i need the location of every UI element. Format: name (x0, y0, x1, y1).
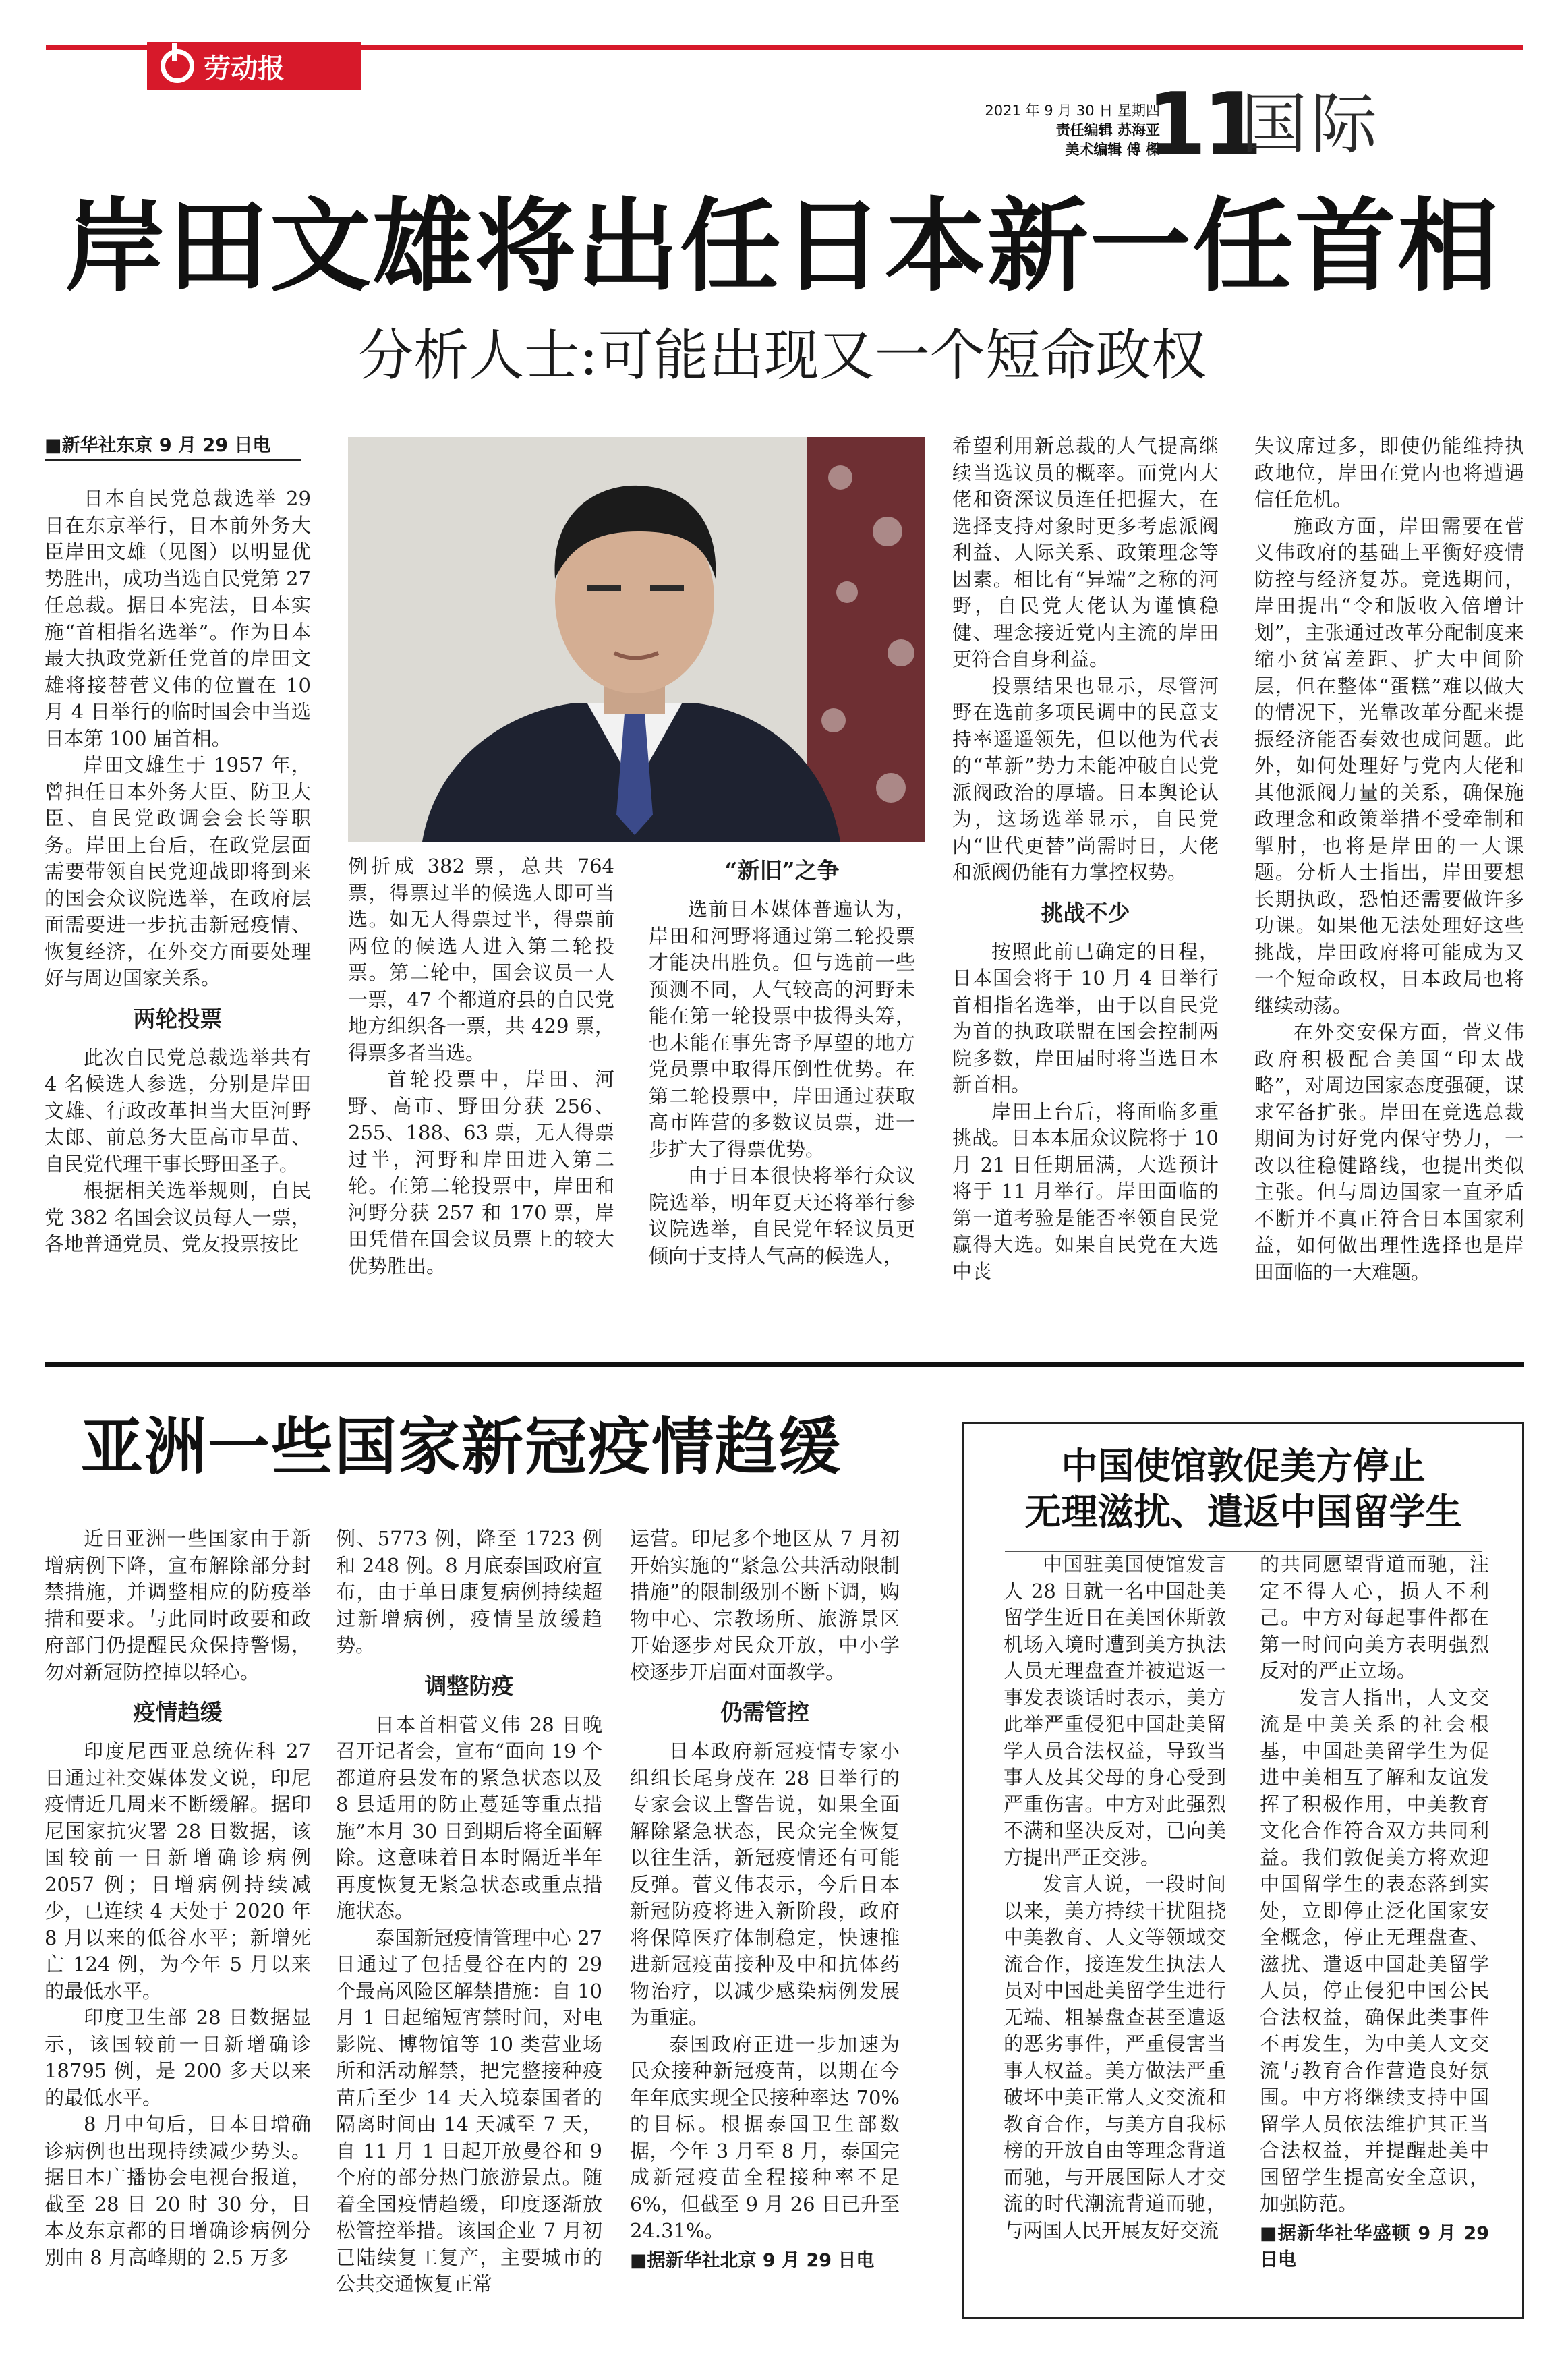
logo-text: 劳动报 (204, 52, 285, 84)
lead-column-1 (45, 486, 311, 1258)
lead-column-3 (649, 853, 915, 1269)
asia-column-1 (45, 1526, 311, 2271)
section-name: 国际 (1241, 86, 1382, 163)
paragraph: 日本政府新冠疫情专家小组组长尾身茂在 28 日举行的专家会议上警告说，如果全面解除紧急状态，民众完全恢复以往生活，新冠疫情还有可能反弹。菅义伟表示，今后日本新冠防疫将进入新阶段，政府将保障医疗体制稳定，快速推进新冠疫苗接种及中和抗体药物治疗，以减少感染病例发展为重症。 (630, 1740, 900, 2029)
paragraph: 例折成 382 票，总共 764 票，得票过半的候选人即可当选。如无人得票过半，得票前两位的候选人进入第二轮投票。第二轮中，国会议员一人一票，47 个都道府县的自民党地方组织各一票，共 429 票，得票多者当选。 (348, 855, 614, 1064)
lead-subhead: 分析人士:可能出现又一个短命政权 (358, 324, 1207, 388)
paragraph: 发言人说，一段时间以来，美方持续干扰阻挠中美教育、人文等领域交流合作，接连发生执法人员对中国赴美留学生进行无端、粗暴盘查甚至遣返的恶劣事件，严重侵害当事人权益。美方做法严重破坏中美正常人文交流和教育合作，与美方自我标榜的开放自由等理念背道而驰，与开展国际人才交流的时代潮流背道而驰，与两国人民开展友好交流 (1004, 1872, 1226, 2242)
embassy-title-line-2: 无理滋扰、遣返中国留学生 (1024, 1490, 1462, 1533)
paragraph: 首轮投票中，岸田、河野、高市、野田分获 256、255、188、63 票，无人得票过半，河野和岸田进入第二轮。在第二轮投票中，岸田和河野分获 257 和 170 票，岸田凭借在国会议员票上的较大优势胜出。 (348, 1068, 614, 1277)
embassy-signoff: ■据新华社华盛顿 9 月 29 日电 (1260, 2222, 1489, 2270)
paragraph: 选前日本媒体普遍认为，岸田和河野将通过第二轮投票才能决出胜负。但与选前一些预测不同，人气较高的河野未能在第一轮投票中拔得头筹，也未能在事先寄予厚望的地方党员票中取得压倒性优势。在第二轮投票中，岸田通过获取高市阵营的多数议员票，进一步扩大了得票优势。 (649, 898, 915, 1161)
logo-icon (161, 49, 194, 83)
portrait-illustration (348, 437, 925, 842)
paragraph: 的共同愿望背道而驰，注定不得人心，损人不利己。中方对每起事件都在第一时间向美方表明强烈反对的严正立场。 (1260, 1553, 1489, 1682)
art-editor-credit: 美术编辑 傅 樑 (1065, 142, 1160, 158)
paragraph: 在外交安保方面，菅义伟政府积极配合美国“印太战略”，对周边国家态度强硬，谋求军备扩张。岸田在竞选总裁期间为讨好党内保守势力，一改以往稳健路线，也提出类似主张。但与周边国家一直矛盾不断并不真正符合日本国家利益，如何做出理性选择也是岸田面临的一大难题。 (1254, 1021, 1524, 1284)
embassy-column-2 (1260, 1551, 1489, 2274)
issue-date: 2021 年 9 月 30 日 星期四 (985, 103, 1160, 119)
lead-column-4 (952, 433, 1219, 1285)
paragraph: 印度尼西亚总统佐科 27 日通过社交媒体发文说，印尼疫情近几周来不断缓解。据印尼国家抗灾署 28 日数据，该国较前一日新增确诊病例 2057 例；日增病例持续减少，已连续 4 天处于 2020 年 8 月以来的低谷水平；新增死亡 124 例，为今年 5 月以来的最低水平。 (45, 1740, 311, 2003)
paragraph: 投票结果也显示，尽管河野在选前多项民调中的民意支持率遥遥领先，但以他为代表的“革新”势力未能冲破自民党派阀政治的厚墙。日本舆论认为，这场选举显示，自民党内“世代更替”尚需时日，大佬和派阀仍能有力掌控权势。 (952, 674, 1219, 884)
paragraph: 日本自民党总裁选举 29 日在东京举行，日本前外务大臣岸田文雄（见图）以明显优势胜出，成功当选自民党第 27 任总裁。据日本宪法，日本实施“首相指名选举”。作为日本最大执政党新任党首的岸田文雄将接替菅义伟的位置在 10 月 4 日举行的临时国会中当选日本第 100 届首相。 (45, 487, 311, 750)
embassy-title-line-1: 中国使馆敦促美方停止 (1061, 1444, 1426, 1487)
newspaper-logo (147, 42, 361, 90)
lead-dateline: ■新华社东京 9 月 29 日电 (45, 433, 301, 461)
paragraph: 泰国政府正进一步加速为民众接种新冠疫苗，以期在今年年底实现全民接种率达 70% 的目标。根据泰国卫生部数据，今年 3 月至 8 月，泰国完成新冠疫苗全程接种率不足 6%，但截至 9 月 26 日已升至 24.31%。 (630, 2032, 900, 2242)
paragraph: 岸田上台后，将面临多重挑战。日本本届众议院将于 10 月 21 日任期届满，大选预计将于 11 月举行。岸田面临的第一道考验是能否率领自民党赢得大选。如果自民党在大选中丧 (952, 1099, 1219, 1283)
paragraph: 岸田文雄生于 1957 年，曾担任日本外务大臣、防卫大臣、自民党政调会会长等职务。岸田上台后，在政党层面需要带领自民党迎战即将到来的国会众议院选举，在政府层面需要进一步抗击新冠疫情、恢复经济，在外交方面要处理好与周边国家关系。 (45, 753, 311, 989)
embassy-column-1 (1004, 1551, 1226, 2244)
kishida-photo (348, 437, 925, 842)
paragraph: 根据相关选举规则，自民党 382 名国会议员每人一票，各地普通党员、党友投票按比 (45, 1179, 311, 1255)
paragraph: 运营。印尼多个地区从 7 月初开始实施的“紧急公共活动限制措施”的限制级别不断下调，购物中心、宗教场所、旅游景区开始逐步对民众开放，中小学校逐步开启面对面教学。 (630, 1527, 900, 1684)
paragraph: 按照此前已确定的日程，日本国会将于 10 月 4 日举行首相指名选举，由于以自民党为首的执政联盟在国会控制两院多数，岸田届时将当选日本新首相。 (952, 940, 1219, 1096)
issue-meta (877, 101, 1160, 160)
paragraph: 8 月中旬后，日本日增确诊病例也出现持续减少势头。据日本广播协会电视台报道，截至 28 日 20 时 30 分，日本及东京都的日增确诊病例分别由 8 月高峰期的 2.5 万多 (45, 2113, 311, 2269)
subheading: 疫情趋缓 (133, 1699, 223, 1725)
asia-column-3 (630, 1526, 900, 2274)
lead-column-2 (348, 853, 614, 1280)
paragraph: 发言人指出，人文交流是中美关系的社会根基，中国赴美留学生为促进中美相互了解和友谊发挥了积极作用，中美教育文化合作符合双方共同利益。我们敦促美方将欢迎中国留学生的表态落到实处，立即停止泛化国家安全概念，停止无理盘查、滋扰、遣返中国赴美留学人员，停止侵犯中国公民合法权益，确保此类事件不再发生，为中美人文交流与教育合作营造良好氛围。中方将继续支持中国留学人员依法维护其正当合法权益，并提醒赴美中国留学生提高安全意识，加强防范。 (1260, 1686, 1489, 2215)
page-number: 11 (1146, 75, 1259, 175)
editor-credit: 责任编辑 苏海亚 (1055, 122, 1160, 138)
paragraph: 泰国新冠疫情管理中心 27 日通过了包括曼谷在内的 29 个最高风险区解禁措施：自 10 月 1 日起缩短宵禁时间，对电影院、博物馆等 10 类营业场所和活动解禁，把完整接种疫苗后至少 14 天入境泰国者的隔离时间由 14 天减至 7 天，自 11 月 1 日起开放曼谷和 9 个府的部分热门旅游景点。随着全国疫情趋缓，印度逐渐放松管控举措。该国企业 7 月初已陆续复工复产，主要城市的公共交通恢复正常 (336, 1926, 602, 2295)
asia-column-2 (336, 1526, 602, 2298)
paragraph: 施政方面，岸田需要在菅义伟政府的基础上平衡好疫情防控与经济复苏。竞选期间，岸田提出“令和版收入倍增计划”，主张通过改革分配制度来缩小贫富差距、扩大中间阶层，但在整体“蛋糕”难以做大的情况下，光靠改革分配来提振经济能否奏效也成问题。此外，如何处理好与党内大佬和其他派阀力量的关系，确保施政理念和政策举措不受牵制和掣肘，也将是岸田的一大课题。分析人士指出，岸田要想长期执政，恐怕还需要做许多功课。如果他无法处理好这些挑战，岸田政府将可能成为又一个短命政权，日本政局也将继续动荡。 (1254, 514, 1524, 1017)
paragraph: 印度卫生部 28 日数据显示，该国较前一日新增确诊 18795 例，是 200 多天以来的最低水平。 (45, 2006, 311, 2109)
paragraph: 日本首相菅义伟 28 日晚召开记者会，宣布“面向 19 个都道府县发布的紧急状态以及 8 县适用的防止蔓延等重点措施”本月 30 日到期后将全面解除。这意味着日本时隔近半年再度恢复无紧急状态或重点措施状态。 (336, 1713, 602, 1922)
paragraph: 由于日本很快将举行众议院选举，明年夏天还将举行参议院选举，自民党年轻议员更倾向于支持人气高的候选人， (649, 1164, 915, 1267)
asia-headline: 亚洲一些国家新冠疫情趋缓 (81, 1410, 842, 1483)
paragraph: 此次自民党总裁选举共有 4 名候选人参选，分别是岸田文雄、行政改革担当大臣河野太郎、前总务大臣高市早苗、自民党代理干事长野田圣子。 (45, 1045, 311, 1176)
paragraph: 失议席过多，即使仍能维持执政地位，岸田在党内也将遭遇信任危机。 (1254, 434, 1524, 511)
paragraph: 希望利用新总裁的人气提高继续当选议员的概率。而党内大佬和资深议员连任把握大，在选择支持对象时更多考虑派阀利益、人际关系、政策理念等因素。相比有“异端”之称的河野，自民党大佬认为谨慎稳健、理念接近党内主流的岸田更符合自身利益。 (952, 434, 1219, 670)
lead-headline: 岸田文雄将出任日本新一任首相 (64, 187, 1500, 306)
subheading: 两轮投票 (133, 1005, 223, 1032)
section-divider (45, 1362, 1524, 1367)
subheading: “新旧”之争 (724, 857, 840, 884)
asia-signoff: ■据新华社北京 9 月 29 日电 (630, 2249, 875, 2271)
subheading: 仍需管控 (720, 1699, 809, 1725)
paragraph: 例、5773 例，降至 1723 例和 248 例。8 月底泰国政府宣布，由于单日康复病例持续超过新增病例，疫情呈放缓趋势。 (336, 1527, 602, 1657)
subheading: 调整防疫 (424, 1672, 514, 1699)
lead-column-5 (1254, 433, 1524, 1286)
subheading: 挑战不少 (1041, 899, 1130, 926)
paragraph: 近日亚洲一些国家由于新增病例下降，宣布解除部分封禁措施，并调整相应的防疫举措和要求。与此同时政要和政府部门仍提醒民众保持警惕，勿对新冠防控掉以轻心。 (45, 1527, 311, 1684)
paragraph: 中国驻美国使馆发言人 28 日就一名中国赴美留学生近日在美国休斯敦机场入境时遭到美方执法人员无理盘查并被遣返一事发表谈话时表示，美方此举严重侵犯中国赴美留学人员合法权益，导致当事人及其父母的身心受到严重伤害。中方对此强烈不满和坚决反对，已向美方提出严正交涉。 (1004, 1553, 1226, 1869)
